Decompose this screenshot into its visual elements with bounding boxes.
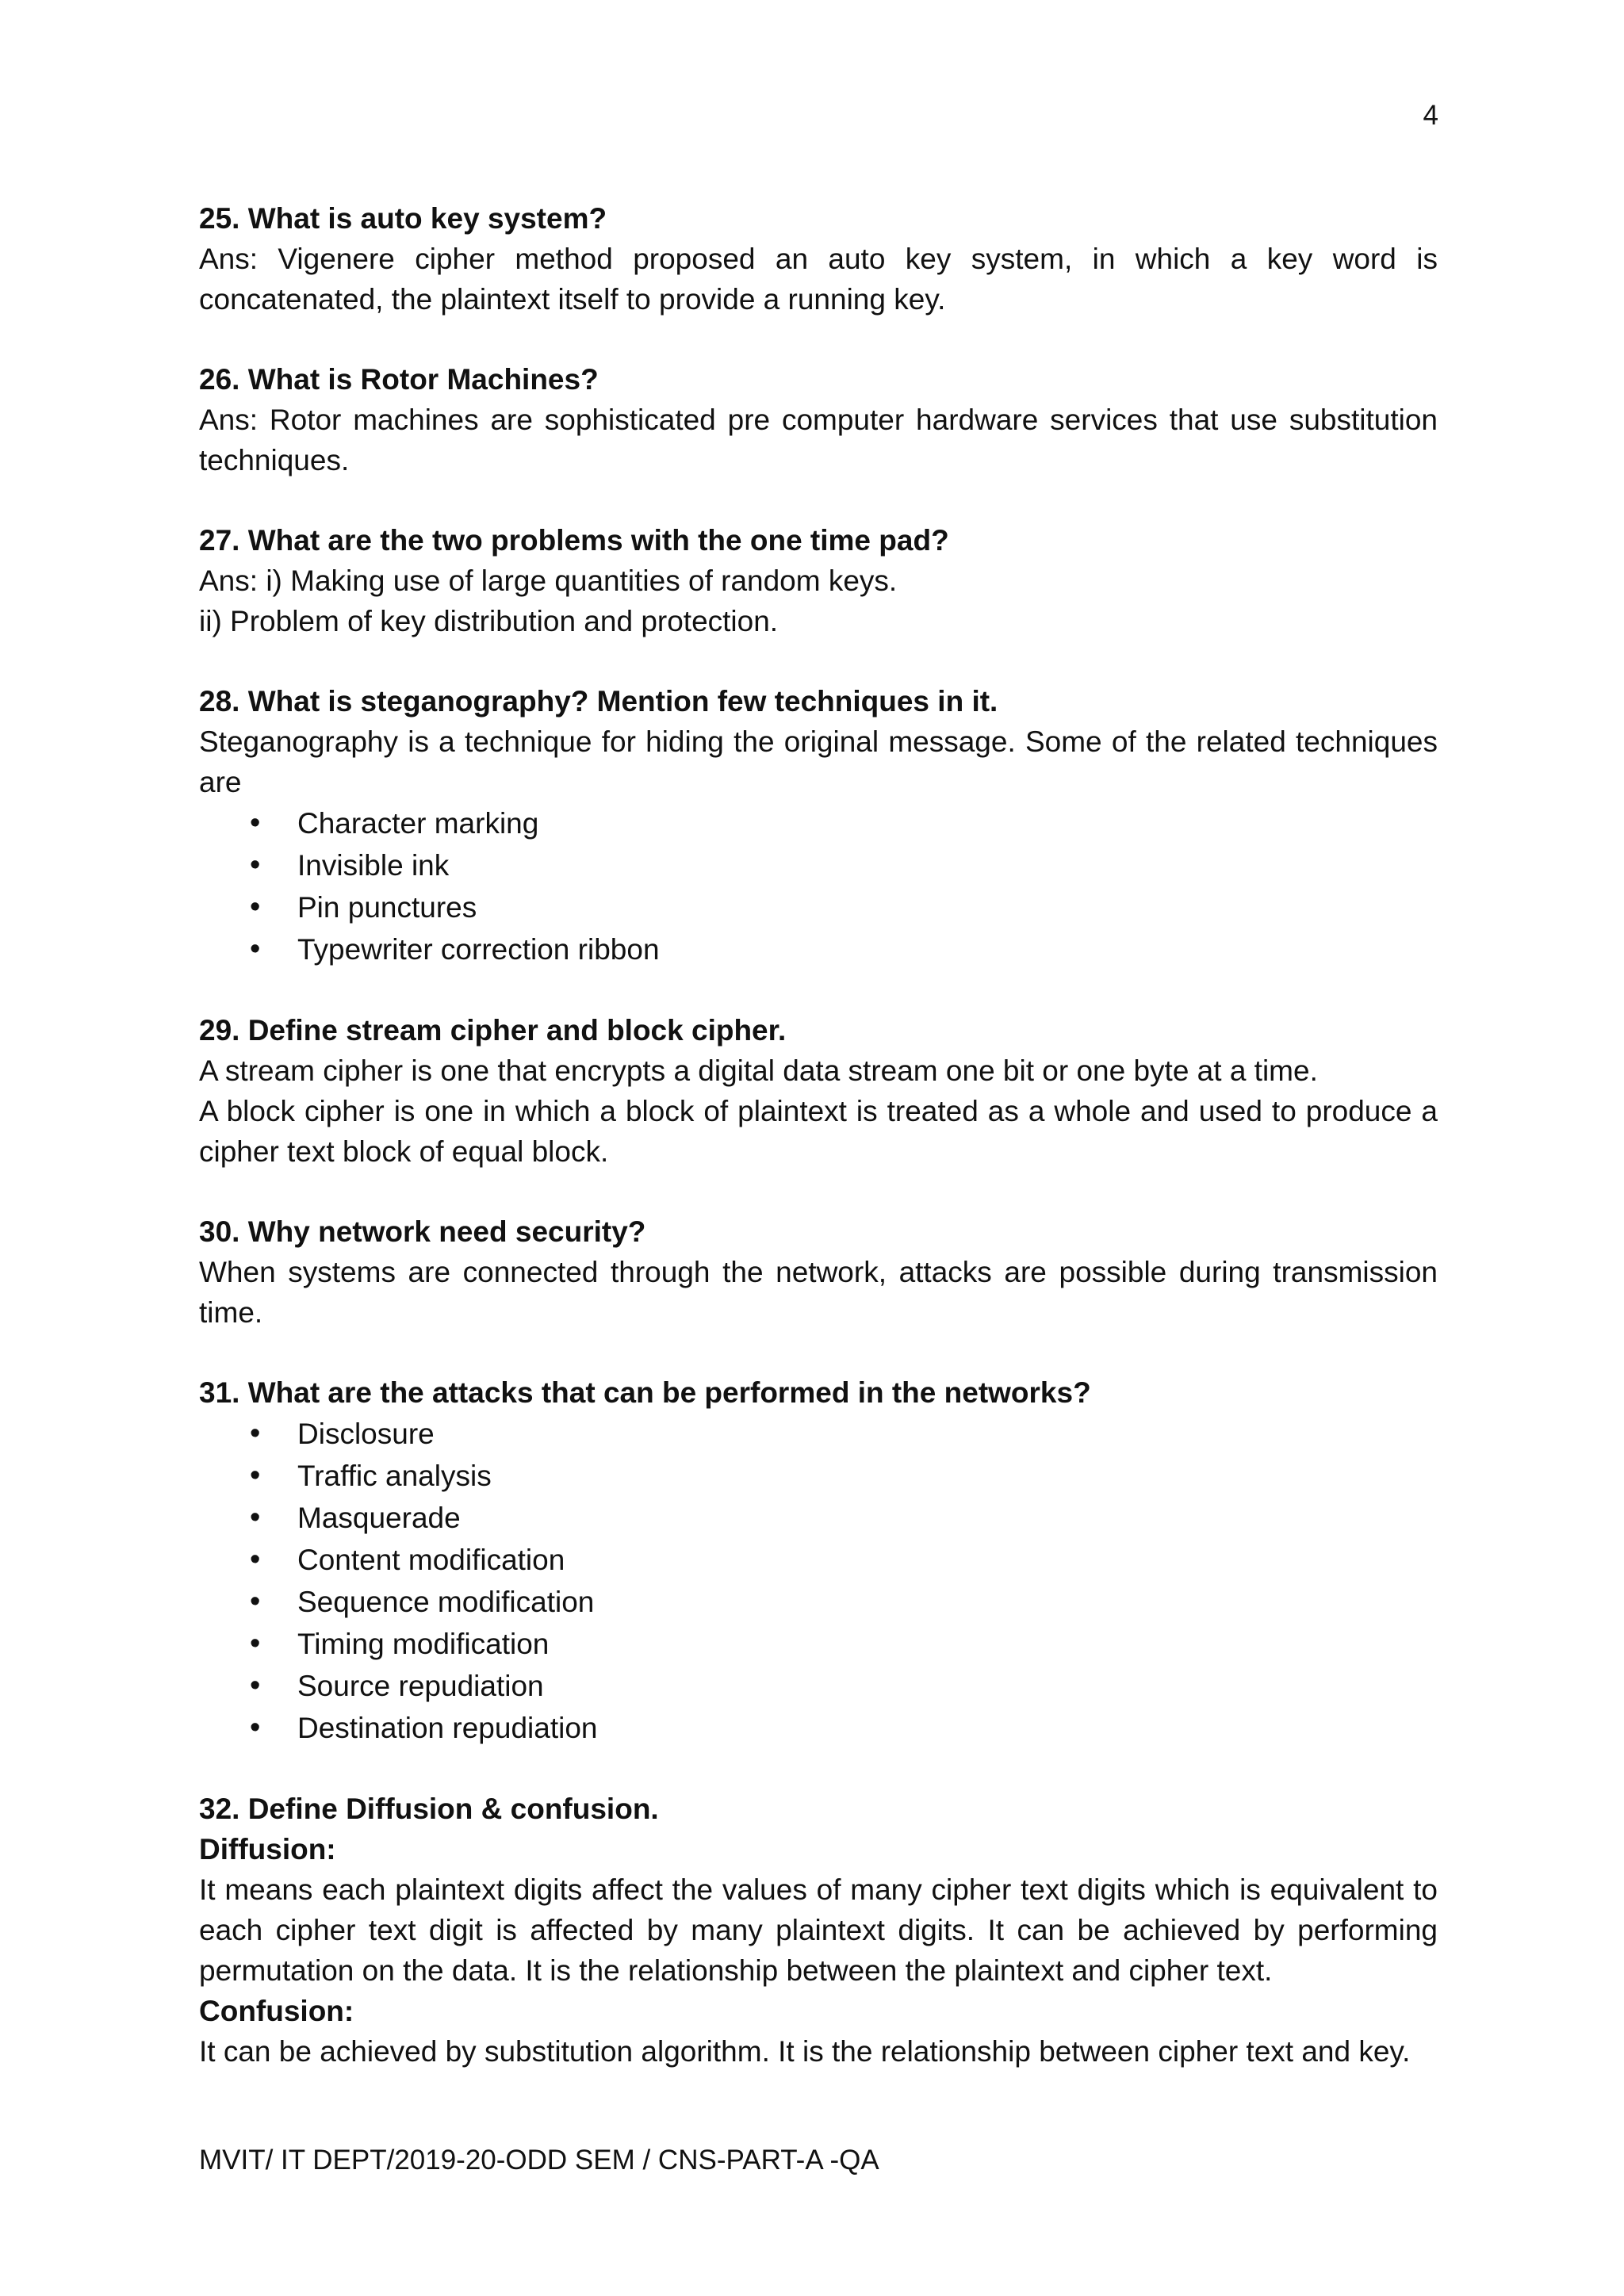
answer-25: Ans: Vigenere cipher method proposed an auto key system, in which a key word is concatenated, the plaintext itself to provide a running key. bbox=[199, 243, 1438, 316]
qa-block-32 bbox=[199, 1789, 1438, 2072]
question-31: 31. What are the attacks that can be performed in the networks? bbox=[199, 1376, 1091, 1409]
diffusion-heading: Diffusion: bbox=[199, 1833, 336, 1866]
qa-block-28 bbox=[199, 681, 1438, 970]
question-29: 29. Define stream cipher and block cipher. bbox=[199, 1014, 787, 1047]
qa-block-29 bbox=[199, 1010, 1438, 1172]
network-attacks-list bbox=[199, 1413, 1438, 1749]
list-item: • Pin punctures bbox=[199, 886, 1438, 928]
question-26: 26. What is Rotor Machines? bbox=[199, 363, 599, 396]
question-30: 30. Why network need security? bbox=[199, 1215, 646, 1248]
list-item: • Disclosure bbox=[199, 1413, 1438, 1455]
question-25: 25. What is auto key system? bbox=[199, 202, 607, 235]
answer-27-line-1: Ans: i) Making use of large quantities of random keys. bbox=[199, 564, 898, 597]
page-number: 4 bbox=[1423, 100, 1438, 131]
qa-block-25 bbox=[199, 198, 1438, 320]
list-item: • Source repudiation bbox=[199, 1665, 1438, 1707]
question-28: 28. What is steganography? Mention few techniques in it. bbox=[199, 685, 998, 718]
page-footer: MVIT/ IT DEPT/2019-20-ODD SEM / CNS-PART-A -QA bbox=[199, 2145, 879, 2175]
qa-block-27 bbox=[199, 520, 1438, 641]
answer-28: Steganography is a technique for hiding the original message. Some of the related techniques are bbox=[199, 725, 1438, 798]
list-item: • Content modification bbox=[199, 1539, 1438, 1581]
list-item: • Destination repudiation bbox=[199, 1707, 1438, 1749]
list-item: • Masquerade bbox=[199, 1497, 1438, 1539]
answer-26: Ans: Rotor machines are sophisticated pre computer hardware services that use substitution techniques. bbox=[199, 404, 1438, 476]
list-item: • Timing modification bbox=[199, 1623, 1438, 1665]
steganography-techniques-list bbox=[199, 802, 1438, 970]
list-item: • Typewriter correction ribbon bbox=[199, 928, 1438, 970]
list-item: • Character marking bbox=[199, 802, 1438, 844]
list-item: • Invisible ink bbox=[199, 844, 1438, 886]
qa-block-26 bbox=[199, 359, 1438, 480]
question-32: 32. Define Diffusion & confusion. bbox=[199, 1793, 659, 1825]
list-item: • Traffic analysis bbox=[199, 1455, 1438, 1497]
confusion-text: It can be achieved by substitution algorithm. It is the relationship between cipher text and key. bbox=[199, 2035, 1411, 2068]
answer-29-stream: A stream cipher is one that encrypts a digital data stream one bit or one byte at a time. bbox=[199, 1054, 1318, 1087]
qa-block-31 bbox=[199, 1372, 1438, 1749]
answer-30: When systems are connected through the network, attacks are possible during transmission time. bbox=[199, 1256, 1438, 1329]
question-27: 27. What are the two problems with the one time pad? bbox=[199, 524, 949, 557]
answer-27-line-2: ii) Problem of key distribution and protection. bbox=[199, 605, 779, 637]
answer-29-block: A block cipher is one in which a block of plaintext is treated as a whole and used to produce a cipher text block of equal block. bbox=[199, 1095, 1438, 1168]
document-body bbox=[199, 198, 1438, 2111]
confusion-heading: Confusion: bbox=[199, 1995, 354, 2027]
diffusion-text: It means each plaintext digits affect the values of many cipher text digits which is equivalent to each cipher text digit is affected by many plaintext digits. It can be achieved by performing permutation on the data. It is the relationship between the plaintext and cipher text. bbox=[199, 1873, 1438, 1987]
list-item: • Sequence modification bbox=[199, 1581, 1438, 1623]
qa-block-30 bbox=[199, 1211, 1438, 1333]
